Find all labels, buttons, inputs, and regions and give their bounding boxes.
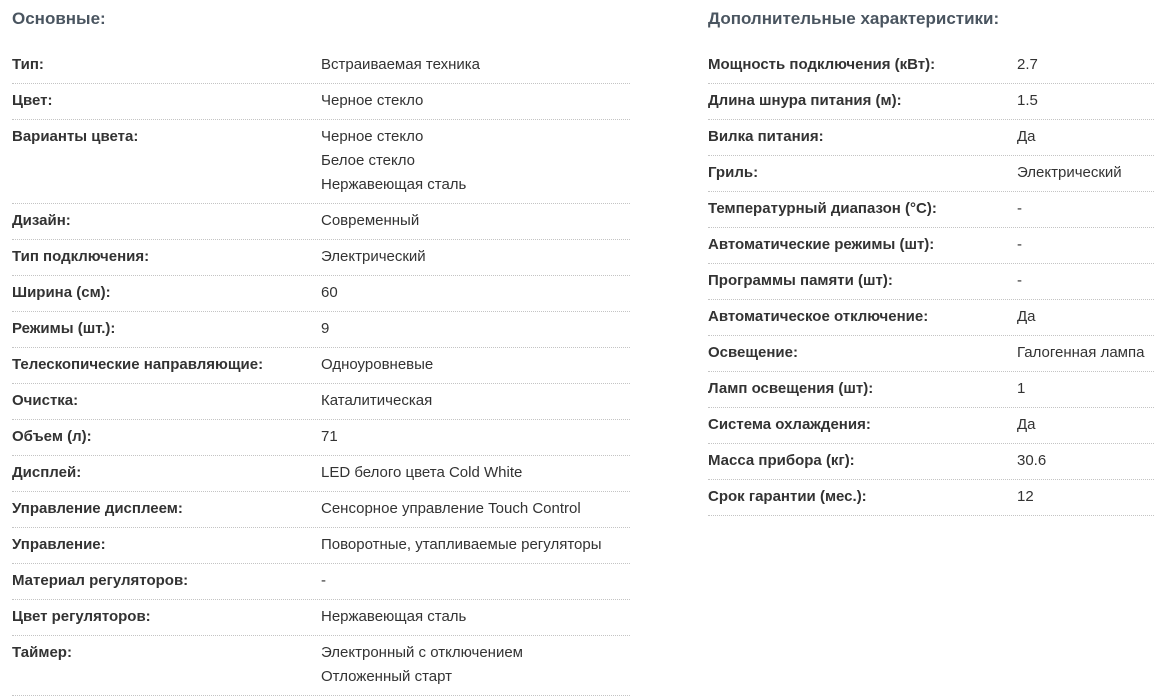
spec-value-line: 30.6 [1017, 452, 1047, 469]
spec-row [708, 444, 1154, 480]
spec-value [1017, 53, 1154, 77]
spec-value-line: 12 [1017, 488, 1034, 505]
spec-row [12, 636, 630, 696]
spec-value [321, 461, 630, 485]
spec-label: Телескопические направляющие: [12, 356, 264, 373]
spec-row [12, 204, 630, 240]
spec-value-line: 2.7 [1017, 56, 1038, 73]
spec-value [321, 209, 630, 233]
spec-label: Управление: [12, 536, 106, 553]
spec-row [12, 48, 630, 84]
spec-value-line: Нержавеющая сталь [321, 176, 467, 193]
spec-value [1017, 161, 1154, 185]
spec-label: Управление дисплеем: [12, 500, 183, 517]
spec-label: Ламп освещения (шт): [708, 380, 874, 397]
spec-value [1017, 233, 1154, 257]
spec-value-line: Современный [321, 212, 420, 229]
spec-value-line: Да [1017, 416, 1036, 433]
spec-value-line: Каталитическая [321, 392, 433, 409]
spec-value-line: Встраиваемая техника [321, 56, 480, 73]
spec-value-line: Да [1017, 308, 1036, 325]
spec-value [321, 425, 630, 449]
spec-value-line: 9 [321, 320, 330, 337]
extra-specs-list [708, 48, 1154, 516]
spec-value [321, 353, 630, 377]
extra-specs-section [708, 0, 1154, 516]
spec-label: Ширина (см): [12, 284, 111, 301]
spec-row [12, 240, 630, 276]
spec-label: Дисплей: [12, 464, 82, 481]
spec-label: Цвет: [12, 92, 53, 109]
spec-value [321, 317, 630, 341]
spec-value [321, 605, 630, 629]
spec-label: Температурный диапазон (°С): [708, 200, 937, 217]
spec-label: Срок гарантии (мес.): [708, 488, 867, 505]
spec-row [708, 192, 1154, 228]
spec-label: Мощность подключения (кВт): [708, 56, 936, 73]
spec-label: Система охлаждения: [708, 416, 871, 433]
spec-value-line: Отложенный старт [321, 668, 453, 685]
spec-value-line: Поворотные, утапливаемые регуляторы [321, 536, 602, 553]
spec-row [12, 528, 630, 564]
spec-label: Программы памяти (шт): [708, 272, 893, 289]
spec-value-line: 1.5 [1017, 92, 1038, 109]
spec-value-line: - [1017, 236, 1022, 253]
spec-value [321, 569, 630, 593]
spec-value [1017, 197, 1154, 221]
spec-label: Автоматическое отключение: [708, 308, 929, 325]
spec-row [12, 120, 630, 204]
spec-label: Вилка питания: [708, 128, 824, 145]
spec-row [12, 276, 630, 312]
spec-value-line: - [321, 572, 326, 589]
spec-label: Объем (л): [12, 428, 92, 445]
spec-value [1017, 377, 1154, 401]
spec-row [12, 312, 630, 348]
spec-label: Дизайн: [12, 212, 71, 229]
spec-label: Тип подключения: [12, 248, 150, 265]
spec-row [12, 384, 630, 420]
spec-value [321, 53, 630, 77]
spec-value-line: Сенсорное управление Touch Control [321, 500, 581, 517]
spec-value [321, 497, 630, 521]
spec-row [708, 480, 1154, 516]
spec-value-line: Черное стекло [321, 92, 424, 109]
spec-label: Тип: [12, 56, 44, 73]
spec-value [321, 89, 630, 113]
spec-value [1017, 305, 1154, 329]
spec-value-line: Нержавеющая сталь [321, 608, 467, 625]
spec-value-line: 71 [321, 428, 338, 445]
spec-row [708, 156, 1154, 192]
spec-value-line: Да [1017, 128, 1036, 145]
spec-label: Масса прибора (кг): [708, 452, 855, 469]
spec-value [1017, 89, 1154, 113]
spec-value [1017, 269, 1154, 293]
spec-label: Освещение: [708, 344, 798, 361]
spec-label: Длина шнура питания (м): [708, 92, 902, 109]
spec-value [321, 125, 630, 197]
spec-row [12, 348, 630, 384]
spec-value [1017, 485, 1154, 509]
spec-value-line: Электрический [1017, 164, 1122, 181]
spec-value-line: Электрический [321, 248, 426, 265]
spec-value-line: Электронный с отключением [321, 644, 523, 661]
spec-value [1017, 449, 1154, 473]
spec-row [12, 564, 630, 600]
spec-row [12, 492, 630, 528]
main-specs-title: Основные: [12, 9, 106, 28]
spec-value [321, 245, 630, 269]
spec-value-line: 1 [1017, 380, 1026, 397]
spec-label: Очистка: [12, 392, 79, 409]
spec-value [1017, 125, 1154, 149]
main-specs-list [12, 48, 630, 696]
spec-row [12, 420, 630, 456]
spec-value [1017, 341, 1154, 365]
spec-value-line: Белое стекло [321, 152, 415, 169]
main-specs-section [12, 0, 630, 696]
spec-label: Таймер: [12, 644, 72, 661]
spec-label: Варианты цвета: [12, 128, 139, 145]
spec-value-line: Черное стекло [321, 128, 424, 145]
spec-value [1017, 413, 1154, 437]
spec-value-line: Одноуровневые [321, 356, 434, 373]
spec-row [708, 228, 1154, 264]
spec-row [708, 48, 1154, 84]
spec-value-line: Галогенная лампа [1017, 344, 1145, 361]
spec-label: Цвет регуляторов: [12, 608, 151, 625]
spec-value-line: - [1017, 272, 1022, 289]
spec-value-line: - [1017, 200, 1022, 217]
spec-row [708, 264, 1154, 300]
spec-label: Материал регуляторов: [12, 572, 189, 589]
spec-row [12, 600, 630, 636]
spec-row [708, 408, 1154, 444]
spec-row [708, 336, 1154, 372]
spec-row [12, 84, 630, 120]
spec-row [708, 120, 1154, 156]
spec-label: Автоматические режимы (шт): [708, 236, 935, 253]
spec-value [321, 533, 630, 557]
spec-row [12, 456, 630, 492]
extra-specs-title: Дополнительные характеристики: [708, 9, 1000, 28]
spec-row [708, 372, 1154, 408]
spec-value [321, 389, 630, 413]
spec-value [321, 641, 630, 689]
spec-row [708, 84, 1154, 120]
spec-value-line: 60 [321, 284, 338, 301]
spec-value [321, 281, 630, 305]
spec-label: Гриль: [708, 164, 759, 181]
spec-label: Режимы (шт.): [12, 320, 116, 337]
spec-row [708, 300, 1154, 336]
spec-value-line: LED белого цвета Cold White [321, 464, 523, 481]
